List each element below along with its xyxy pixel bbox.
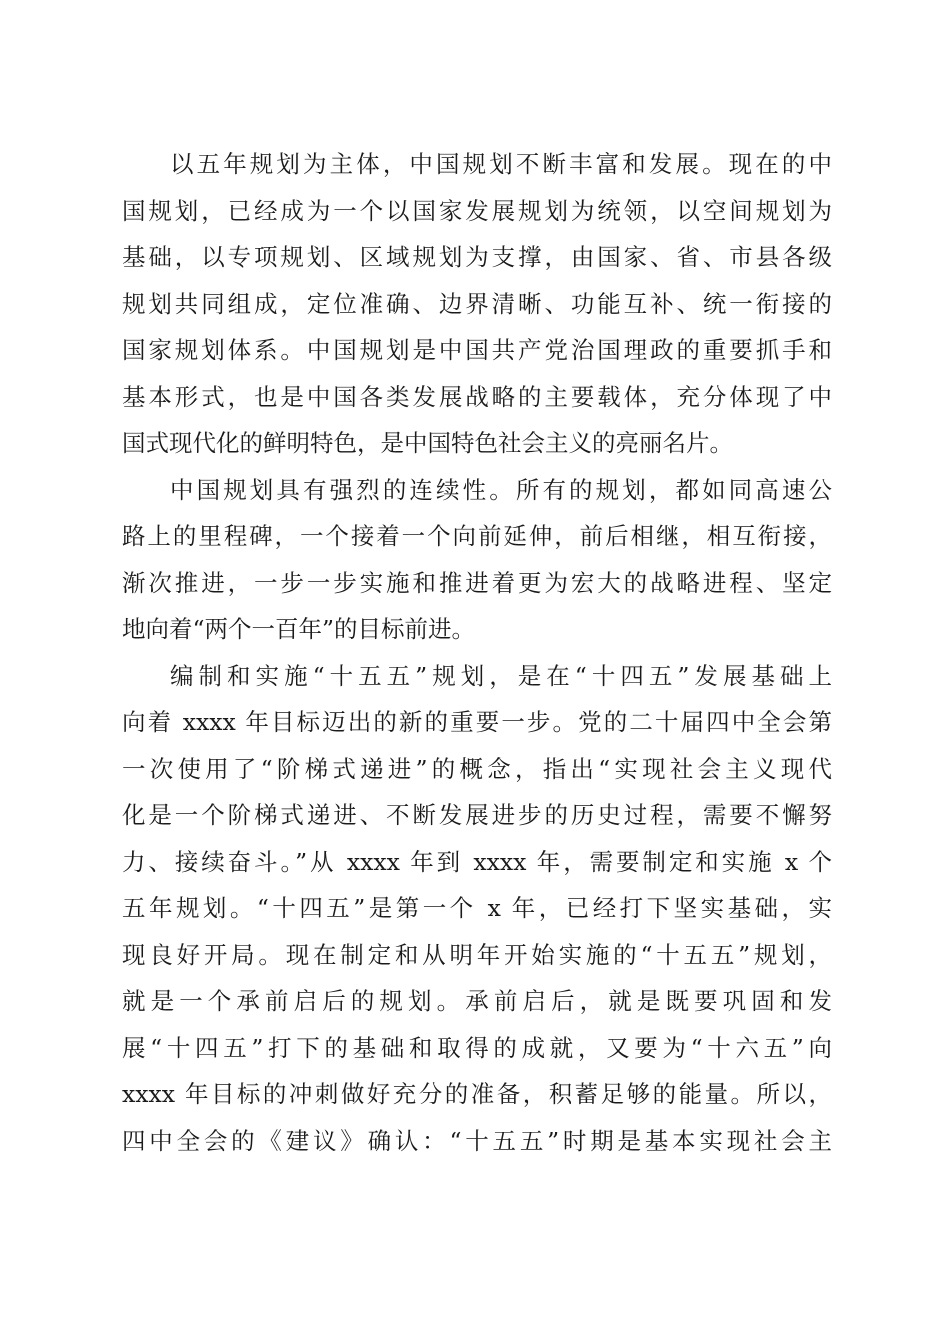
text-line: 化是一个阶梯式递进、不断发展进步的历史过程，需要不懈努	[122, 801, 832, 829]
text-line: 就是一个承前启后的规划。承前启后，就是既要巩固和发	[122, 987, 832, 1015]
text-line: 路上的里程碑，一个接着一个向前延伸，前后相继，相互衔接，	[122, 522, 832, 550]
text-line: 国规划，已经成为一个以国家发展规划为统领，以空间规划为	[122, 196, 832, 225]
text-line: xxxx 年目标的冲刺做好充分的准备，积蓄足够的能量。所以，	[122, 1080, 832, 1108]
text-line: 渐次推进，一步一步实施和推进着更为宏大的战略进程、坚定	[122, 568, 832, 597]
text-line: 以五年规划为主体，中国规划不断丰富和发展。现在的中	[170, 150, 832, 178]
paragraph-2	[122, 467, 832, 653]
text-line: 五年规划。“十四五”是第一个 x 年，已经打下坚实基础，实	[122, 894, 832, 922]
text-line: 国式现代化的鲜明特色，是中国特色社会主义的亮丽名片。	[122, 429, 733, 457]
document-body	[122, 141, 832, 1164]
text-line: 基础，以专项规划、区域规划为支撑，由国家、省、市县各级	[122, 243, 832, 271]
text-line: 基本形式，也是中国各类发展战略的主要载体，充分体现了中	[122, 382, 832, 411]
paragraph-1	[122, 141, 832, 467]
text-line: 编制和实施“十五五”规划，是在“十四五”发展基础上	[170, 661, 832, 690]
text-line: 向着 xxxx 年目标迈出的新的重要一步。党的二十届四中全会第	[122, 708, 832, 736]
text-line: 展“十四五”打下的基础和取得的成就，又要为“十六五”向	[122, 1033, 832, 1062]
text-line: 四中全会的《建议》确认：“十五五”时期是基本实现社会主	[122, 1126, 832, 1155]
text-line: 中国规划具有强烈的连续性。所有的规划，都如同高速公	[170, 475, 832, 504]
text-line: 规划共同组成，定位准确、边界清晰、功能互补、统一衔接的	[122, 289, 832, 318]
text-line: 地向着“两个一百年”的目标前进。	[122, 615, 476, 643]
text-line: 国家规划体系。中国规划是中国共产党治国理政的重要抓手和	[122, 336, 832, 364]
text-line: 力、接续奋斗。”从 xxxx 年到 xxxx 年，需要制定和实施 x 个	[122, 847, 832, 876]
paragraph-3	[122, 653, 832, 1165]
text-line: 现良好开局。现在制定和从明年开始实施的“十五五”规划，	[122, 940, 832, 969]
text-line: 一次使用了“阶梯式递进”的概念，指出“实现社会主义现代	[122, 754, 832, 783]
